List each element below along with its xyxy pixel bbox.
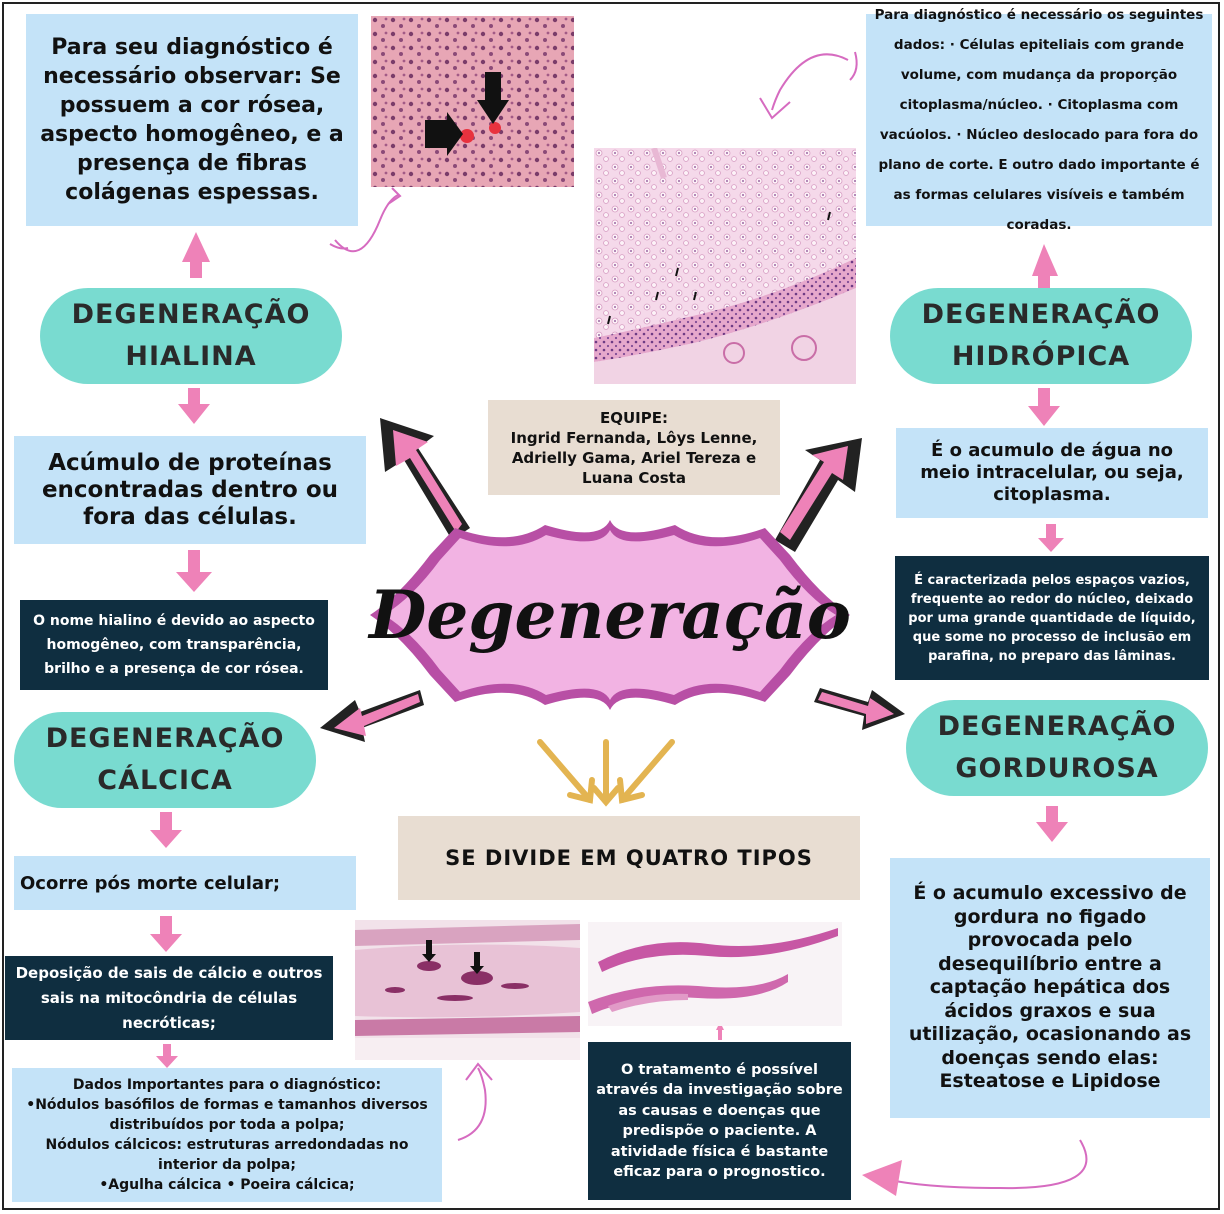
hialina-definition-box: Acúmulo de proteínas encontradas dentro ou fora das células. — [14, 436, 366, 544]
calcica-micrograph-image — [355, 920, 580, 1060]
arrow-to-hialina — [380, 418, 470, 540]
calcica-diagnosis-item-3: •Agulha cálcica • Poeira cálcica; — [99, 1177, 355, 1193]
arrow-to-calcica — [320, 690, 424, 742]
team-tape — [488, 400, 780, 495]
hialina-micrograph-image — [371, 16, 574, 187]
calcica-micrograph — [355, 920, 580, 1060]
arrow-to-hidropica — [775, 438, 862, 552]
calcica-title-pill: DEGENERAÇÃO CÁLCICA — [14, 712, 316, 808]
hialina-micrograph — [371, 16, 574, 187]
hidropica-definition-box: É o acumulo de água no meio intracelular, ou seja, citoplasma. — [896, 428, 1208, 518]
calcica-diagnosis-header: Dados Importantes para o diagnóstico: — [72, 1077, 382, 1093]
center-title: Degeneração — [369, 576, 851, 654]
team-label: EQUIPE: — [600, 408, 668, 427]
calcica-diagnosis-box — [12, 1068, 442, 1202]
gordurosa-micrograph — [588, 922, 842, 1026]
divide-tape: SE DIVIDE EM QUATRO TIPOS — [398, 816, 860, 900]
hialina-diagnosis-box: Para seu diagnóstico é necessário observar: Se possuem a cor rósea, aspecto homogêneo, e a presença de fibras colágenas espessas. — [26, 14, 358, 226]
gordurosa-micrograph-image — [588, 922, 842, 1026]
gordurosa-title-pill: DEGENERAÇÃO GORDUROSA — [906, 700, 1208, 796]
calcica-diagnosis-item-1: •Nódulos basófilos de formas e tamanhos diversos distribuídos por toda a polpa; — [26, 1097, 428, 1133]
hialina-note-box: O nome hialino é devido ao aspecto homogêneo, com transparência, brilho e a presença de cor rósea. — [20, 600, 328, 690]
hidropica-micrograph — [594, 148, 856, 384]
calcica-note-box: Deposição de sais de cálcio e outros sais na mitocôndria de células necróticas; — [5, 956, 333, 1040]
calcica-diagnosis-item-2: Nódulos cálcicos: estruturas arredondadas no interior da polpa; — [45, 1137, 409, 1173]
hialina-title-pill: DEGENERAÇÃO HIALINA — [40, 288, 342, 384]
hidropica-diagnosis-box: Para diagnóstico é necessário os seguintes dados: · Células epiteliais com grande volume, com mudança da proporção citoplasma/núcleo. · Citoplasma com vacúolos. · Núcleo deslocado para fora do plano de corte. E outro dado importante é as formas celulares visíveis e também coradas. — [866, 14, 1212, 226]
gordurosa-definition-box: É o acumulo excessivo de gordura no figado provocada pelo desequilíbrio entre a captação hepática dos ácidos graxos e sua utilização, ocasionando as doenças sendo elas: Esteatose e Lipidose — [890, 858, 1210, 1118]
yellow-arrows — [540, 742, 672, 802]
hidropica-title-pill: DEGENERAÇÃO HIDRÓPICA — [890, 288, 1192, 384]
hidropica-micrograph-image — [594, 148, 856, 384]
gordurosa-treatment-box: O tratamento é possível através da investigação sobre as causas e doenças que predispõe o paciente. A atividade física é bastante eficaz para o prognostico. — [588, 1042, 851, 1200]
hidropica-note-box: É caracterizada pelos espaços vazios, frequente ao redor do núcleo, deixado por uma grande quantidade de líquido, que some no processo de inclusão em parafina, no preparo das lâminas. — [895, 556, 1209, 680]
calcica-definition-box: Ocorre pós morte celular; — [14, 856, 356, 910]
bottom-right-curved-arrow-head — [862, 1160, 902, 1196]
arrow-to-gordurosa — [814, 688, 905, 730]
team-members: Ingrid Fernanda, Lôys Lenne, Adrielly Gama, Ariel Tereza e Luana Costa — [510, 428, 758, 487]
